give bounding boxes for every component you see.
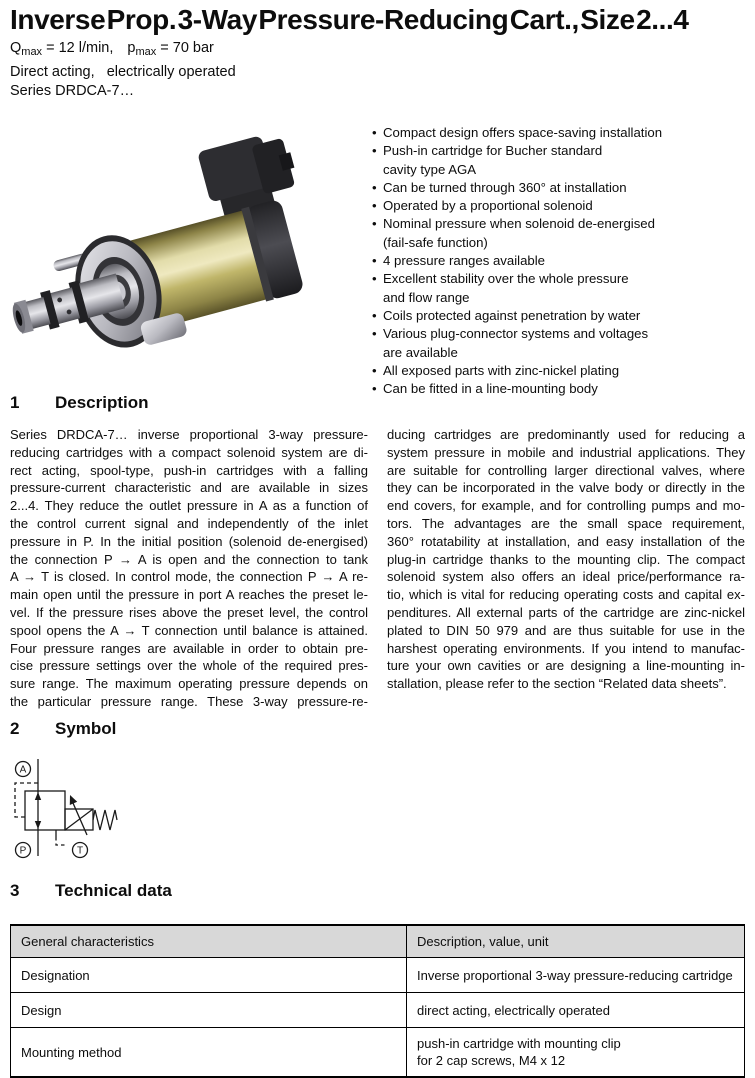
row-label: Designation (11, 958, 407, 993)
feature-list (372, 124, 752, 398)
table-header-general: General characteristics (11, 925, 407, 958)
solenoid-diagonal (65, 809, 93, 830)
bullet-icon: • (372, 271, 377, 287)
flow-arrow-up (35, 792, 41, 800)
feature-text: Can be fitted in a line-mounting body (383, 381, 598, 397)
operation-line: Direct acting, electrically operated (10, 63, 236, 80)
row-value: direct acting, electrically operated (407, 993, 745, 1028)
bullet-icon: • (372, 125, 377, 140)
qmax-symbol: Q (10, 40, 22, 56)
feature-item (372, 142, 752, 179)
feature-item (372, 380, 752, 398)
feature-text: Various plug-connector systems and voltages are available (383, 326, 649, 360)
section-title: Symbol (55, 719, 117, 738)
qmax-value: = 12 l/min, (42, 40, 114, 56)
valve-envelope (25, 791, 65, 830)
pilot-line-dashed (15, 783, 38, 817)
table-row (11, 993, 745, 1028)
feature-text: Operated by a proportional solenoid (383, 198, 593, 214)
table-row (11, 958, 745, 993)
spring-icon (93, 810, 117, 830)
feature-item (372, 179, 752, 197)
flow-arrow-down (35, 821, 41, 829)
technical-data-table (10, 924, 745, 1078)
bullet-icon: • (372, 216, 377, 232)
series-line: Series DRDCA-7… (10, 83, 135, 99)
feature-text: All exposed parts with zinc-nickel plating (383, 362, 620, 378)
feature-text: 4 pressure ranges available (383, 253, 546, 269)
section-title: Description (55, 393, 149, 412)
feature-item (372, 270, 752, 307)
feature-item (372, 124, 752, 142)
qmax-subscript: max (21, 46, 43, 58)
section-heading-description (10, 393, 149, 413)
bullet-icon: • (372, 326, 377, 342)
feature-item (372, 325, 752, 362)
hydraulic-symbol-diagram (8, 753, 148, 868)
bullet-icon: • (372, 179, 377, 195)
pmax-value: = 70 bar (156, 40, 214, 56)
bullet-icon: • (372, 307, 377, 323)
table-row (11, 1028, 745, 1078)
section-title: Technical data (55, 881, 172, 900)
bullet-icon: • (372, 362, 377, 378)
feature-item (372, 307, 752, 325)
pmax-symbol: p (127, 40, 136, 56)
bullet-icon: • (372, 143, 377, 159)
feature-text: Compact design offers space-saving installation (383, 125, 663, 140)
port-p-label: P (19, 845, 27, 857)
feature-text: Can be turned through 360° at installation (383, 179, 627, 195)
row-value: Inverse proportional 3-way pressure-reducing cartridge (407, 958, 745, 993)
feature-item (372, 362, 752, 380)
page-title: Inverse Prop. 3-Way Pressure-Reducing Cart., Size 2...4 (10, 4, 689, 35)
feature-item (372, 215, 752, 252)
section-heading-technical-data (10, 881, 172, 901)
table-header-description: Description, value, unit (407, 925, 745, 958)
row-label: Design (11, 993, 407, 1028)
feature-text: Push-in cartridge for Bucher standard cavity type AGA (383, 143, 603, 177)
feature-item (372, 197, 752, 215)
section-number: 2 (10, 719, 20, 738)
tank-line-dashed (56, 837, 65, 845)
feature-text: Coils protected against penetration by water (383, 307, 641, 323)
product-photo-cartridge-solenoid (8, 124, 362, 366)
pmax-subscript: max (135, 46, 157, 58)
bullet-icon: • (372, 198, 377, 214)
row-value: push-in cartridge with mounting clip for 2 cap screws, M4 x 12 (407, 1028, 745, 1078)
feature-item (372, 252, 752, 270)
port-t-label: T (76, 845, 84, 857)
table-header-row (11, 925, 745, 958)
port-a-label: A (19, 764, 27, 776)
bullet-icon: • (372, 253, 377, 269)
feature-text: Nominal pressure when solenoid de-energised (fail-safe function) (383, 216, 655, 250)
section-number: 1 (10, 393, 20, 412)
description-column-right: ducing cartridges are predominantly used for reducing a system pressure in mobile and industrial applications. They are suitable for controlling larger directional valves, where they can be incorporated in the valve body or directly in the end covers, for example, and for controlling pumps and mo- tors. The advantages are the small space requirement, 360° rotatability at installation, and easy installation of the plug-in cartridge thanks to the mounting clip. The compact solenoid system also offers an ideal price/performance ra- tio, which is vital for reducing operating costs and capital ex- penditures. All external parts of the cartridge are zinc-nickel plated to DIN 50 979 and are thus suitable for use in the harshest operating environments. If you intend to manufac- ture your own cavities or are designing a line-mounting in- stallation, please refer to the section “Related data sheets”. (387, 427, 745, 692)
ratings-line (10, 39, 236, 63)
description-column-left: Series DRDCA-7… inverse proportional 3-way pressure- reducing cartridges with a compact solenoid system are di- rect acting, spool-type, push-in cartridges with a falling pressure-current characteristic and are available in sizes 2...4. They reduce the outlet pressure in A as a function of the control current signal and independently of the inlet pressure in P. In the initial position (solenoid de-energised) the connection P → A is open and the connection to tank A → T is closed. In control mode, the connection P → A re- main open until the pressure in port A reaches the preset le- vel. If the pressure rises above the preset level, the control spool opens the A → T connection until balance is attained. Four pressure ranges are available in order to obtain pre- cise pressure settings over the whole of the required pres- sure range. The maximum operating pressure depends on the particular pressure range. These 3-way pressure-re- (10, 427, 368, 709)
row-label: Mounting method (11, 1028, 407, 1078)
bullet-icon: • (372, 381, 377, 397)
section-heading-symbol (10, 719, 116, 739)
subtitle-block (10, 39, 236, 102)
feature-text: Excellent stability over the whole pressure and flow range (383, 271, 629, 305)
section-number: 3 (10, 881, 20, 900)
